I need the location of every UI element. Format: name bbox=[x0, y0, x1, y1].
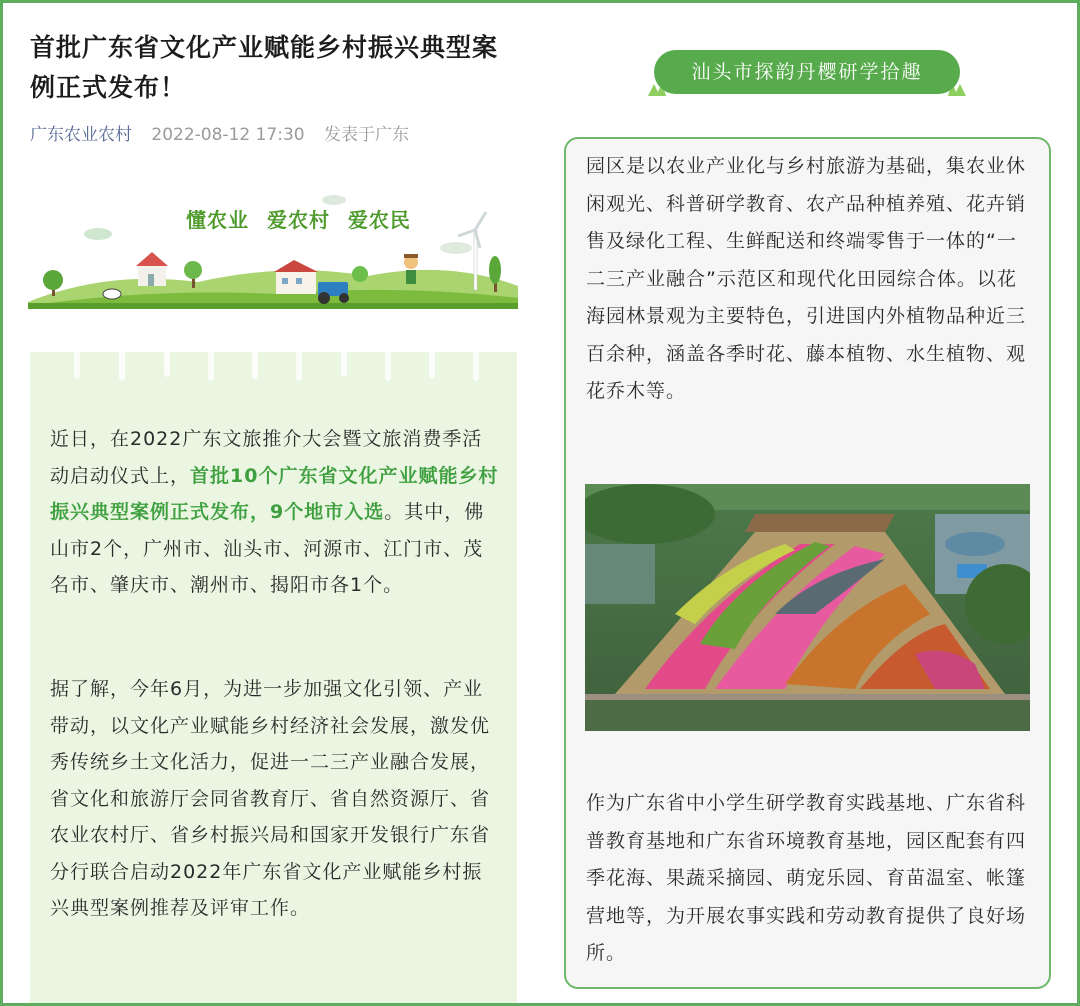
article-meta bbox=[30, 120, 409, 145]
background-paragraph: 据了解，今年6月，为进一步加强文化引领、产业带动，以文化产业赋能乡村经济社会发展，激发优秀传统乡土文化活力，促进一二三产业融合发展，省文化和旅游厅会同省教育厅、省自然资源厅、省农业农村厅、省乡村振兴局和国家开发银行广东省分行联合启动2022年广东省文化产业赋能乡村振兴典型案例推荐及评审工作。 bbox=[50, 678, 491, 919]
section-title-badge bbox=[648, 50, 966, 96]
farm-banner-illustration bbox=[28, 190, 518, 315]
publish-location: 发表于广东 bbox=[324, 125, 410, 145]
section-title: 汕头市探韵丹樱研学拾趣 bbox=[654, 50, 960, 94]
flower-field-aerial-photo bbox=[585, 484, 1030, 731]
park-facilities-paragraph: 作为广东省中小学生研学教育实践基地、广东省科普教育基地和广东省环境教育基地，园区配套有四季花海、果蔬采摘园、萌宠乐园、育苗温室、帐篷营地等，为开展农事实践和劳动教育提供了良好场所。 bbox=[586, 792, 1027, 964]
park-intro-paragraph: 园区是以农业产业化与乡村旅游为基础，集农业休闲观光、科普研学教育、农产品种植养殖、花卉销售及绿化工程、生鲜配送和终端零售于一体的“一二三产业融合”示范区和现代化田园综合体。以花海园林景观为主要特色，引进国内外植物品种近三百余种，涵盖各季时花、藤本植物、水生植物、观花乔木等。 bbox=[586, 155, 1027, 402]
droplet-decoration-icon bbox=[30, 352, 517, 392]
banner-slogan: 懂农业 爱农村 爱农民 bbox=[186, 208, 411, 232]
intro-text-a: 近日，在2022广东文旅推介大会暨文旅消费季活动启动仪式上， bbox=[50, 428, 483, 487]
publish-datetime: 2022-08-12 17:30 bbox=[151, 125, 305, 145]
intro-paragraph bbox=[50, 421, 502, 604]
source-account-link[interactable]: 广东农业农村 bbox=[30, 125, 132, 145]
intro-text-b: 。其中，佛山市2个，广州市、汕头市、河源市、江门市、茂名市、肇庆市、潮州市、揭阳市各1个。 bbox=[50, 501, 485, 596]
article-title: 首批广东省文化产业赋能乡村振兴典型案例正式发布！ bbox=[30, 33, 499, 102]
intro-highlight-text: 首批10个广东省文化产业赋能乡村振兴典型案例正式发布，9个地市入选 bbox=[50, 464, 499, 523]
